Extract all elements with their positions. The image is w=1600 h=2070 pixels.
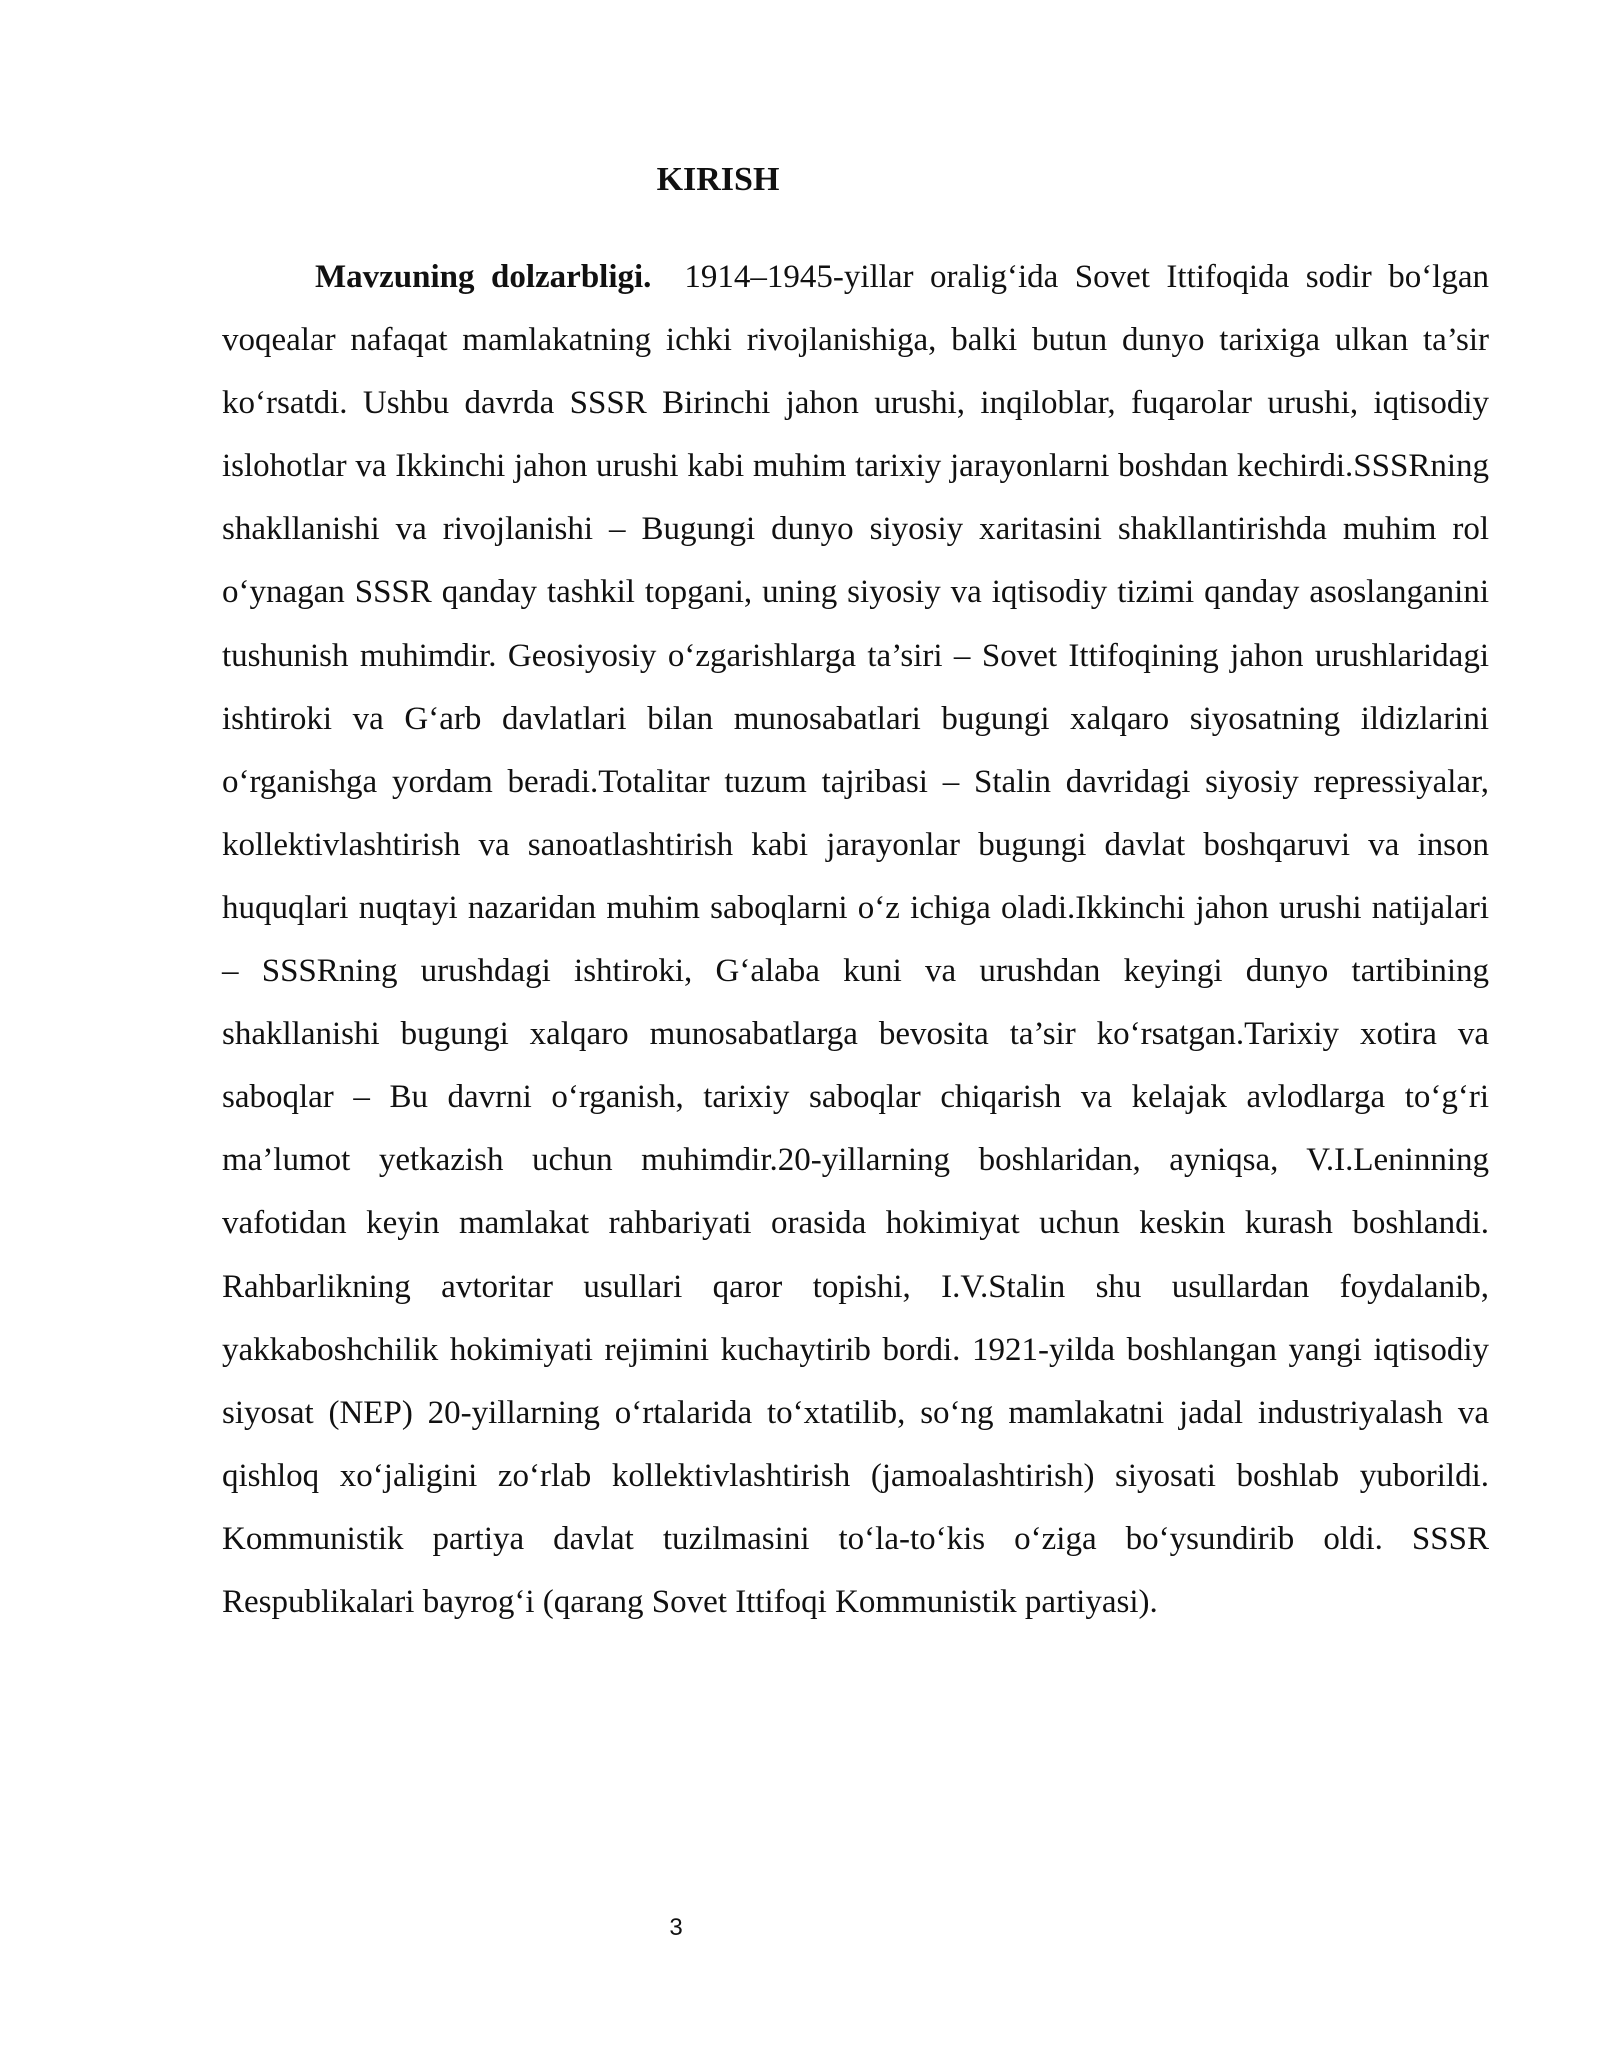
section-lead: Mavzuning dolzarbligi. — [315, 259, 652, 295]
page-number: 3 — [669, 1914, 683, 1941]
body-paragraph — [222, 246, 1489, 1634]
paragraph-text: 1914–1945-yillar oralig‘ida Sovet Ittifoqida sodir bo‘lgan voqealar nafaqat mamlakatning ichki rivojlanishiga, balki butun dunyo tarixiga ulkan ta’sir ko‘rsatdi. Ushbu davrda SSSR Birinchi jahon urushi, inqiloblar, fuqarolar urushi, iqtisodiy islohotlar va Ikkinchi jahon urushi kabi muhim tarixiy jarayonlarni boshdan kechirdi.SSSRning shakllanishi va rivojlanishi – Bugungi dunyo siyosiy xaritasini shakllantirishda muhim rol o‘ynagan SSSR qanday tashkil topgani, uning siyosiy va iqtisodiy tizimi qanday asoslanganini tushunish muhimdir. Geosiyosiy o‘zgarishlarga ta’siri – Sovet Ittifoqining jahon urushlaridagi ishtiroki va G‘arb davlatlari bilan munosabatlari bugungi xalqaro siyosatning ildizlarini o‘rganishga yordam beradi.Totalitar tuzum tajribasi – Stalin davridagi siyosiy repressiyalar, kollektivlashtirish va sanoatlashtirish kabi jarayonlar bugungi davlat boshqaruvi va inson huquqlari nuqtayi nazaridan muhim saboqlarni o‘z ichiga oladi.Ikkinchi jahon urushi natijalari – SSSRning urushdagi ishtiroki, G‘alaba kuni va urushdan keyingi dunyo tartibining shakllanishi bugungi xalqaro munosabatlarga bevosita ta’sir ko‘rsatgan.Tarixiy xotira va saboqlar – Bu davrni o‘rganish, tarixiy saboqlar chiqarish va kelajak avlodlarga to‘g‘ri ma’lumot yetkazish uchun muhimdir.20-yillarning boshlaridan, ayniqsa, V.I.Leninning vafotidan keyin mamlakat rahbariyati orasida hokimiyat uchun keskin kurash boshlandi. Rahbarlikning avtoritar usullari qaror topishi, I.V.Stalin shu usullardan foydalanib, yakkaboshchilik hokimiyati rejimini kuchaytirib bordi. 1921-yilda boshlangan yangi iqtisodiy siyosat (NEP) 20-yillarning o‘rtalarida to‘xtatilib, so‘ng mamlakatni jadal industriyalash va qishloq xo‘jaligini zo‘rlab kollektivlashtirish (jamoalashtirish) siyosati boshlab yuborildi. Kommunistik partiya davlat tuzilmasini to‘la-to‘kis o‘ziga bo‘ysundirib oldi. SSSR Respublikalari bayrog‘i (qarang Sovet Ittifoqi Kommunistik partiyasi). — [222, 259, 1489, 1620]
page-heading: KIRISH — [656, 161, 780, 198]
